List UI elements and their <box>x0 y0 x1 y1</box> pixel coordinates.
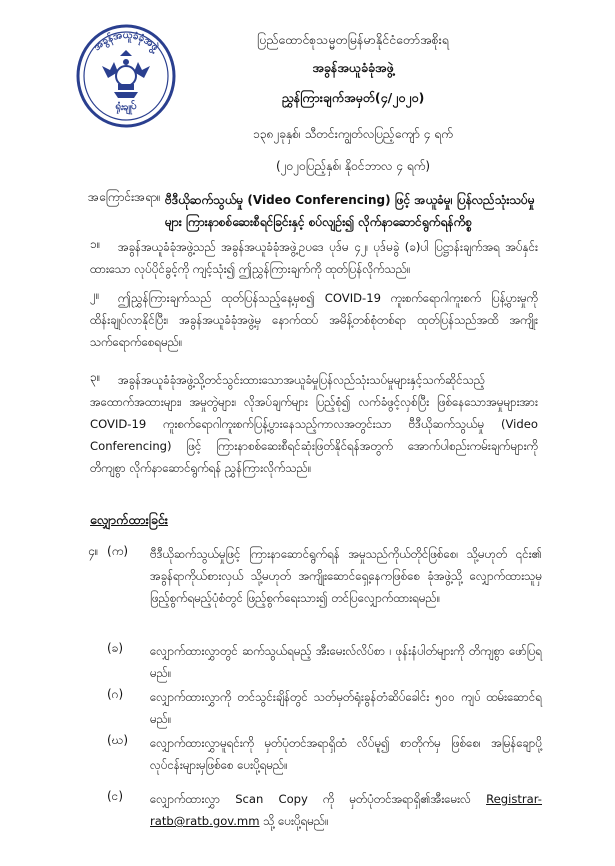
paragraph-2-text: ဤညွှန်ကြားချက်သည် ထုတ်ပြန်သည့်နေ့မှစ၍ COVID-19 ကူးစက်ရောဂါကူးစက် ပြန့်ပွားမှုကို ထိန်းချုပ်လာနိုင်ပြီး၊ အခွန်အယူခံခုံအဖွဲ့မှ နောက်ထပ် အမိန့်တစ်စုံတစ်ရာ ထုတ်ပြန်သည်အထိ အကျိုးသက်ရောက်စေရမည်။ <box>90 291 538 349</box>
item-gha-text: လျှောက်ထားလွှာမူရင်းကို မှတ်ပုံတင်အရာရှိထံ လိပ်မူ၍ စာတိုက်မှ ဖြစ်စေ၊ အမြန်ချောပို့ လုပ်ငန်းများမှဖြစ်စေ ပေးပို့ရမည်။ <box>150 736 542 772</box>
item-ka-label: (က) <box>107 544 129 558</box>
board-seal <box>74 22 178 130</box>
item-ga-label: (ဂ) <box>107 687 124 701</box>
gregorian-date: (၂၀၂၀ပြည့်နှစ်၊ နိုဝင်ဘာလ ၄ ရက်) <box>275 159 431 173</box>
section-heading: လျှောက်ထားခြင်း <box>90 512 168 527</box>
item-kha-text: လျှောက်ထားလွှာတွင် ဆက်သွယ်ရမည့် အီးမေးလ်လိပ်စာ ၊ ဖုန်းနံပါတ်များကို တိကျစွာ ဖော်ပြရမည်။ <box>150 644 542 680</box>
item-ka-text: ဗီဒီယိုဆက်သွယ်မှုဖြင့် ကြားနာဆောင်ရွက်ရန် အမှုသည်ကိုယ်တိုင်ဖြစ်စေ၊ သို့မဟုတ် ၎င်း၏ အခွန်ရာကိုယ်စားလှယ် သို့မဟုတ် အကျိုးဆောင်ရှေ့နေကဖြစ်စေ ခုံအဖွဲ့သို့ လျှောက်ထားသူမှ ဖြည့်စွက်ရမည့်ပုံစံတွင် ဖြည့်စွက်ရေးသား၍ တင်ပြလျှောက်ထားရမည်။ <box>150 547 542 605</box>
paragraph-1-text: အခွန်အယူခံခုံအဖွဲ့သည် အခွန်အယူခံခုံအဖွဲ့ဥပဒေ ပုဒ်မ ၄၂၊ ပုဒ်မခွဲ (ခ)ပါ ပြဋ္ဌာန်းချက်အရ အပ်နှင်းထားသော လုပ်ပိုင်ခွင့်ကို ကျင့်သုံး၍ ဤညွှန်ကြားချက်ကို ထုတ်ပြန်လိုက်သည်။ <box>90 240 538 276</box>
item-kha-label: (ခ) <box>107 641 124 655</box>
item-ga-text: လျှောက်ထားလွှာကို တင်သွင်းချိန်တွင် သတ်မှတ်ရုံးခွန်တံဆိပ်ခေါင်း ၅၀၀ ကျပ် ထမ်းဆောင်ရမည်။ <box>150 690 542 726</box>
registrar-email-link[interactable]: Registrar-ratb@ratb.gov.mm <box>150 792 542 828</box>
paragraph-1-number: ၁။ <box>90 237 101 251</box>
item-gha-label: (ဃ) <box>107 733 129 747</box>
paragraph-3-text: အခွန်အယူခံခုံအဖွဲ့သို့တင်သွင်းထားသောအယူခံမှုပြန်လည်သုံးသပ်မှုများနှင့်သက်ဆိုင်သည့် အထောက်အထားများ၊ အမှုတွဲများ၊ လိုအပ်ချက်များ ပြည့်စုံ၍ လက်ခံဖွင့်လှစ်ပြီး ဖြစ်နေသောအမှုများအား COVID-19 ကူးစက်ရောဂါကူးစက်ပြန့်ပွားနေသည့်ကာလအတွင်းသာ ဗီဒီယိုဆက်သွယ်မှု (Video Conferencing) ဖြင့် ကြားနာစစ်ဆေးစီရင်ဆုံးဖြတ်နိုင်ရန်အတွက် အောက်ပါစည်းကမ်းချက်များကို တိကျစွာ လိုက်နာဆောင်ရွက်ရန် ညွှန်ကြားလိုက်သည်။ <box>90 373 538 475</box>
organization-name: အခွန်အယူခံခုံအဖွဲ့ <box>312 60 394 75</box>
paragraph-3-number: ၃။ <box>90 370 101 384</box>
myanmar-date: ၁၃၈၂ခုနှစ်၊ သီတင်းကျွတ်လပြည့်ကျော် ၄ ရက် <box>253 127 453 141</box>
seal-bottom-text: ရုံးချုပ် <box>114 100 138 114</box>
item-nga-text-before: လျှောက်ထားလွှာ Scan Copy ကို မှတ်ပုံတင်အရာရှိ၏အီးမေးလ် <box>150 792 487 806</box>
subject-label: အကြောင်းအရာ။ <box>88 190 161 204</box>
directive-number: ညွှန်ကြားချက်အမှတ်(၄/၂၀၂၀) <box>281 90 425 105</box>
subject-text: ဗီဒီယိုဆက်သွယ်မှု (Video Conferencing) ဖြင့် အယူခံမှု၊ ပြန်လည်သုံးသပ်မှုများ ကြားနာစစ်ဆေးစီရင်ခြင်းနှင့် စပ်လျဉ်း၍ လိုက်နာဆောင်ရွက်ရန်ကိစ္စ <box>165 193 535 229</box>
svg-text:ရုံးချုပ် <box>114 99 138 117</box>
item-nga-text-after: သို့ ပေးပို့ရမည်။ <box>259 814 329 828</box>
paragraph-2-number: ၂။ <box>90 288 100 302</box>
section-number: ၄။ <box>88 544 99 558</box>
seal-top-text: အခွန်အယူခံခုံအဖွဲ့ <box>91 29 161 54</box>
seal-emblem-icon <box>74 22 178 130</box>
government-name: ပြည်ထောင်စုသမ္မတမြန်မာနိုင်ငံတော်အစိုးရ <box>257 32 449 47</box>
item-nga-text <box>150 788 542 832</box>
item-nga-label: (င) <box>107 789 124 803</box>
